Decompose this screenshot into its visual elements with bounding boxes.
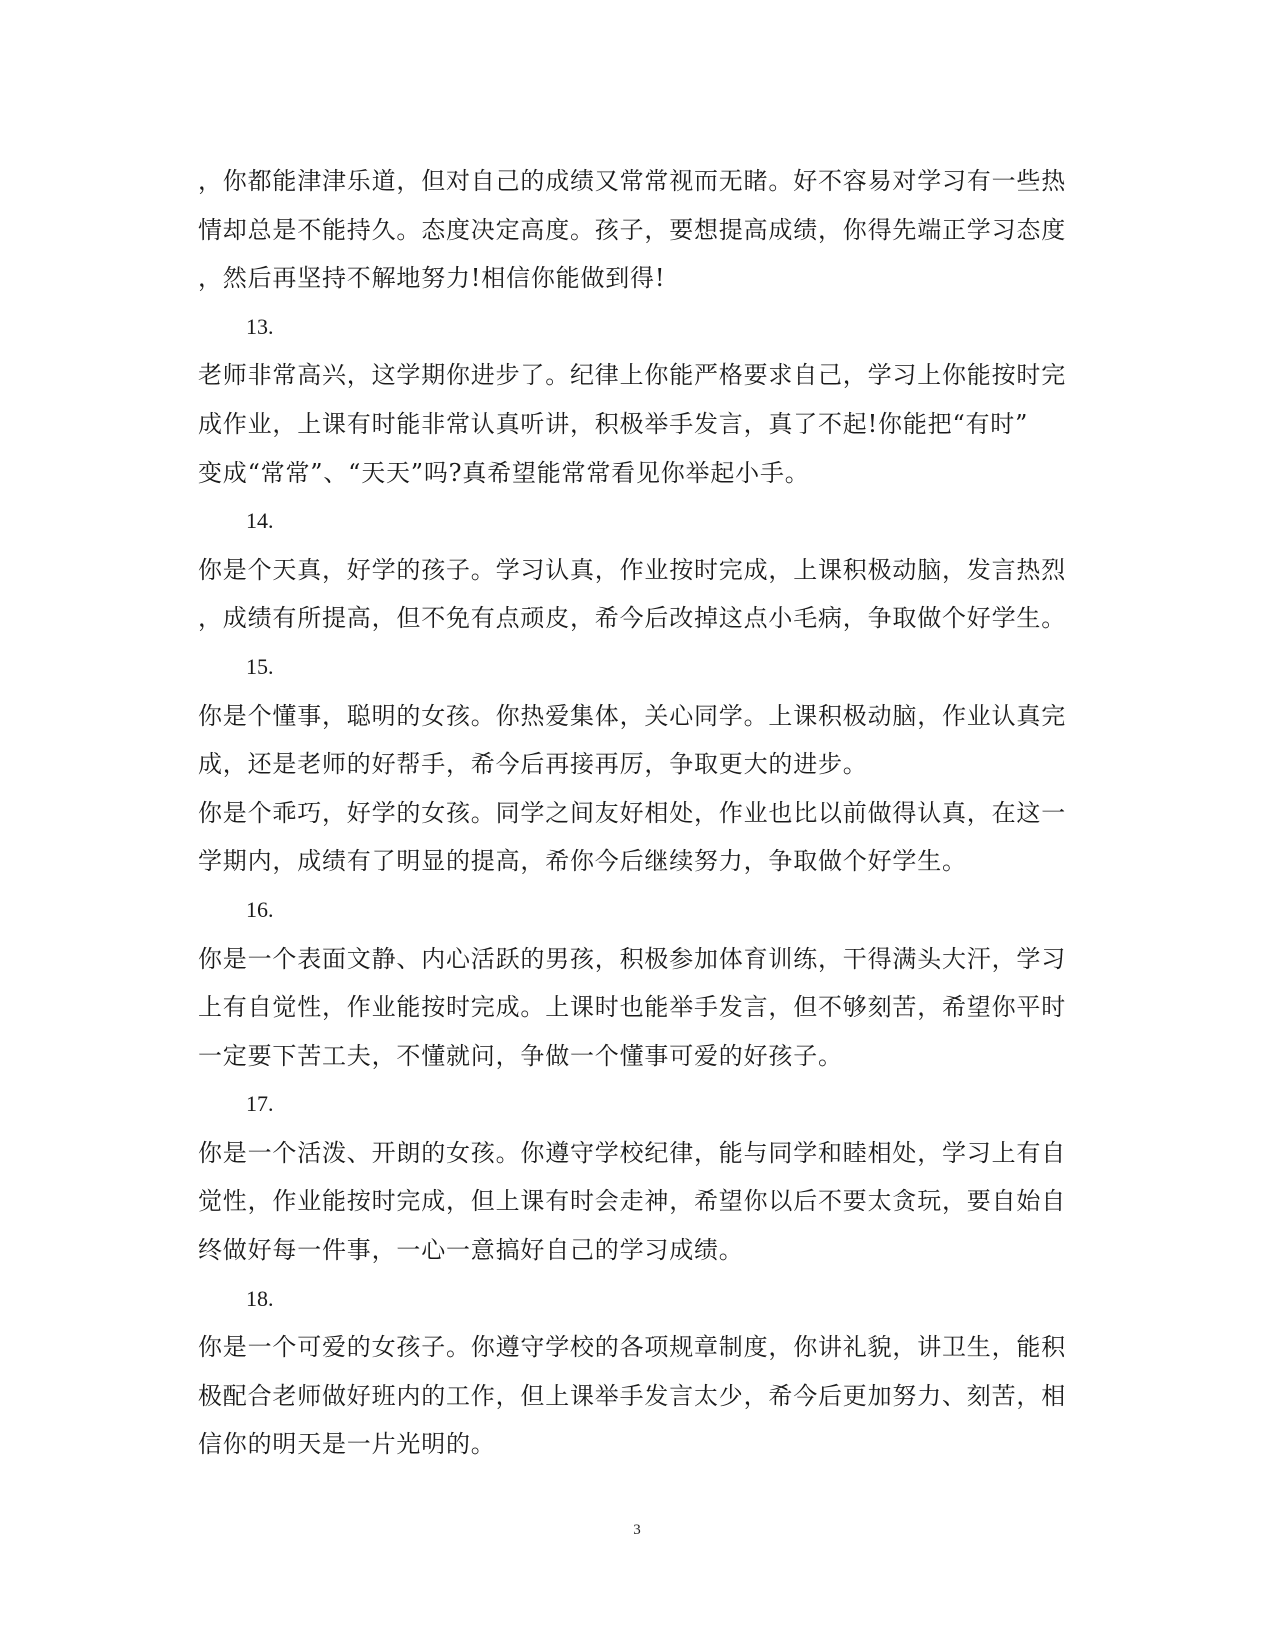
text-line: 你是一个表面文静、内心活跃的男孩，积极参加体育训练，干得满头大汗，学习 (198, 944, 1066, 973)
text-line: 你是个天真，好学的孩子。学习认真，作业按时完成，上课积极动脑，发言热烈 (198, 555, 1066, 584)
text-line: ，成绩有所提高，但不免有点顽皮，希今后改掉这点小毛病，争取做个好学生。 (198, 604, 1066, 633)
text-line: 成，还是老师的好帮手，希今后再接再厉，争取更大的进步。 (198, 750, 868, 779)
text-line: 一定要下苦工夫，不懂就问，争做一个懂事可爱的好孩子。 (198, 1041, 843, 1070)
text-line: 你是个懂事，聪明的女孩。你热爱集体，关心同学。上课积极动脑，作业认真完 (198, 701, 1066, 730)
text-line: 终做好每一件事，一心一意搞好自己的学习成绩。 (198, 1236, 744, 1265)
text-line: 老师非常高兴，这学期你进步了。纪律上你能严格要求自己，学习上你能按时完 (198, 361, 1066, 390)
text-line: ，然后再坚持不解地努力!相信你能做到得! (198, 264, 666, 293)
text-line: 你是个乖巧，好学的女孩。同学之间友好相处，作业也比以前做得认真，在这一 (198, 798, 1066, 827)
text-line: 你是一个活泼、开朗的女孩。你遵守学校纪律，能与同学和睦相处，学习上有自 (198, 1138, 1066, 1167)
text-line: 上有自觉性，作业能按时完成。上课时也能举手发言，但不够刻苦，希望你平时 (198, 993, 1066, 1022)
document-body (198, 157, 1078, 1469)
text-line: 觉性，作业能按时完成，但上课有时会走神，希望你以后不要太贪玩，要自始自 (198, 1187, 1066, 1216)
item-number: 16. (246, 896, 274, 922)
text-line: 学期内，成绩有了明显的提高，希你今后继续努力，争取做个好学生。 (198, 847, 967, 876)
text-line: 信你的明天是一片光明的。 (198, 1430, 496, 1459)
text-line: ，你都能津津乐道，但对自己的成绩又常常视而无睹。好不容易对学习有一些热 (198, 167, 1066, 195)
text-line: 变成“常常”、“天天”吗?真希望能常常看见你举起小手。 (198, 458, 810, 487)
item-number: 18. (246, 1285, 274, 1311)
item-number: 13. (246, 313, 274, 339)
text-line: 成作业，上课有时能非常认真听讲，积极举手发言，真了不起!你能把“有时” (198, 409, 1029, 438)
page-number: 3 (633, 1522, 641, 1538)
item-number: 15. (246, 653, 274, 679)
item-number: 17. (246, 1091, 274, 1117)
item-number: 14. (246, 508, 274, 534)
text-line: 情却总是不能持久。态度决定高度。孩子，要想提高成绩，你得先端正学习态度 (198, 215, 1066, 244)
text-line: 极配合老师做好班内的工作，但上课举手发言太少，希今后更加努力、刻苦，相 (198, 1381, 1066, 1410)
text-line: 你是一个可爱的女孩子。你遵守学校的各项规章制度，你讲礼貌，讲卫生，能积 (198, 1333, 1066, 1362)
